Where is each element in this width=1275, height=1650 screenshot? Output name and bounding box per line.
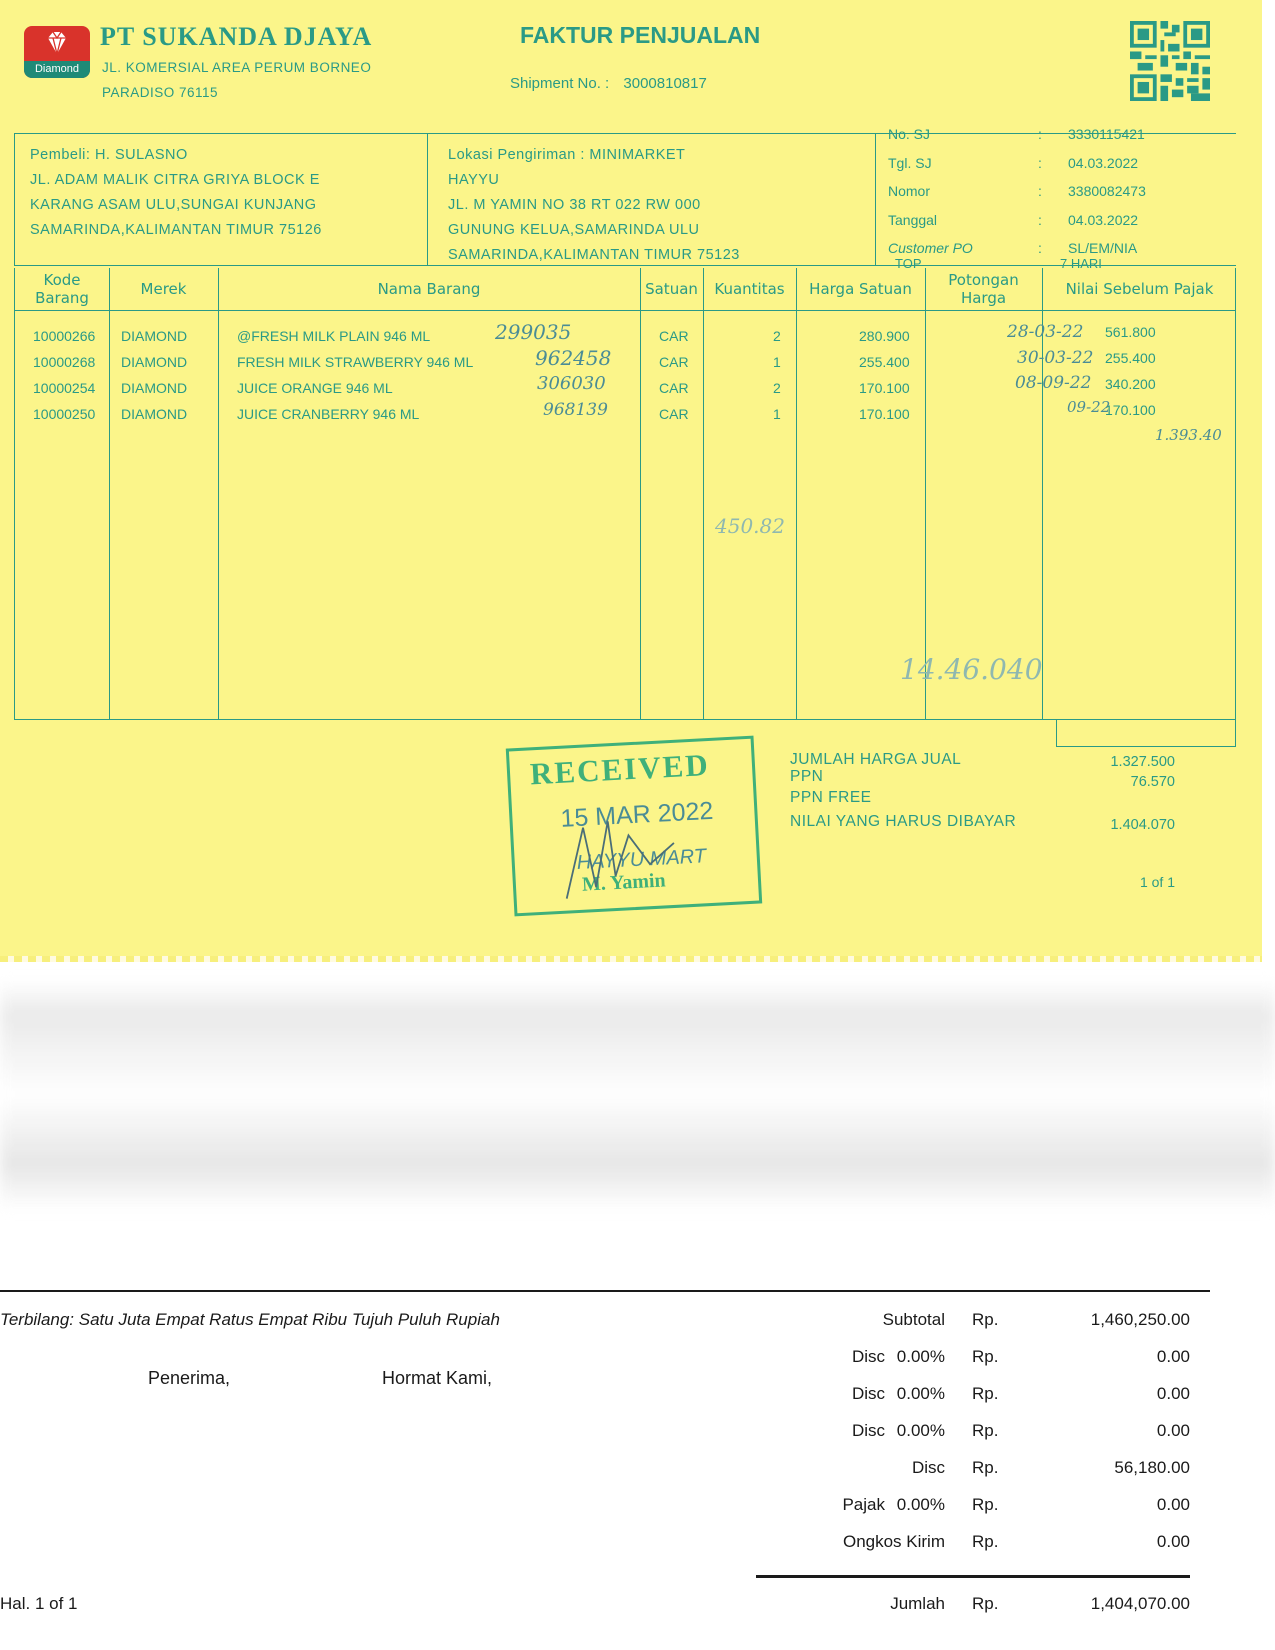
meta-key: Tgl. SJ <box>888 154 932 171</box>
item-qty: 1 <box>773 354 781 370</box>
torn-edge <box>0 956 1262 962</box>
currency: Rp. <box>972 1458 999 1477</box>
currency: Rp. <box>972 1310 999 1329</box>
item-nilai: 340.200 <box>1105 376 1156 392</box>
summary-label: Ongkos Kirim <box>842 1532 945 1551</box>
summary-label: Disc <box>851 1421 885 1440</box>
meta-key: No. SJ <box>888 126 931 142</box>
stamp-store: HAYYU MART <box>576 845 707 875</box>
summary-amount: 0.00 <box>1156 1384 1190 1403</box>
stamp-title: RECEIVED <box>529 746 711 792</box>
item-nama: JUICE CRANBERRY 946 ML <box>237 406 420 422</box>
qr-code-icon <box>1130 18 1210 104</box>
meta-row: Customer PO : SL/EM/NIA <box>888 234 1146 263</box>
blurred-area <box>0 980 1275 1210</box>
grand-total-label: Jumlah <box>890 1594 945 1613</box>
meta-row: Tgl. SJ : 04.03.2022 <box>888 149 1146 178</box>
buyer-address-2: KARANG ASAM ULU,SUNGAI KUNJANG <box>30 197 317 213</box>
item-nama: FRESH MILK STRAWBERRY 946 ML <box>237 354 474 370</box>
shipping-location-block <box>448 143 740 268</box>
currency: Rp. <box>972 1594 999 1613</box>
item-kode: 10000268 <box>33 354 96 370</box>
item-nilai: 170.100 <box>1105 402 1156 418</box>
summary-amount: 56,180.00 <box>1114 1458 1190 1477</box>
item-kode: 10000254 <box>33 380 96 396</box>
item-nilai: 561.800 <box>1105 324 1156 340</box>
ppn-value: 76.570 <box>1130 774 1175 790</box>
item-harga: 170.100 <box>859 380 910 396</box>
currency: Rp. <box>972 1347 999 1366</box>
summary-amount: 0.00 <box>1156 1421 1190 1440</box>
stamp-date: 15 MAR 2022 <box>559 796 714 833</box>
meta-row: Tanggal : 04.03.2022 <box>888 206 1146 235</box>
summary-line <box>780 1384 1190 1408</box>
grand-total-amount: 1,404,070.00 <box>1090 1594 1190 1613</box>
ship-to-address-2: GUNUNG KELUA,SAMARINDA ULU <box>448 222 700 238</box>
summary-line <box>780 1532 1190 1556</box>
currency: Rp. <box>972 1421 999 1440</box>
col-kode-barang: Kode Barang <box>35 271 89 307</box>
meta-row: No. SJ : 3330115421 <box>888 120 1146 149</box>
currency: Rp. <box>972 1495 999 1514</box>
sender-label: Hormat Kami, <box>382 1368 493 1388</box>
summary-line <box>780 1458 1190 1482</box>
total-label: PPN FREE <box>790 789 872 806</box>
item-merek: DIAMOND <box>121 354 188 370</box>
summary-pct: 0.00% <box>896 1384 945 1403</box>
handwritten-note: 299035 <box>495 320 572 344</box>
grand-total-line <box>780 1594 1190 1618</box>
item-merek: DIAMOND <box>121 406 188 422</box>
meta-key: Customer PO <box>888 240 973 256</box>
summary-line <box>780 1421 1190 1445</box>
summary-label: Subtotal <box>882 1310 945 1329</box>
summary-pct: 0.00% <box>896 1347 945 1366</box>
item-harga: 280.900 <box>859 328 910 344</box>
table-row <box>15 402 1235 432</box>
summary-pct: 0.00% <box>896 1421 945 1440</box>
summary-amount: 0.00 <box>1156 1495 1190 1514</box>
totals-values <box>1050 752 1175 792</box>
currency: Rp. <box>972 1384 999 1403</box>
summary-line <box>780 1310 1190 1334</box>
meta-key: Nomor <box>888 183 931 199</box>
item-qty: 2 <box>773 380 781 396</box>
company-logo <box>24 26 90 78</box>
document-meta <box>888 120 1146 263</box>
summary-line <box>780 1347 1190 1371</box>
item-harga: 255.400 <box>859 354 910 370</box>
item-satuan: CAR <box>659 328 689 344</box>
buyer-block <box>30 143 322 243</box>
summary-label: Pajak <box>842 1495 885 1514</box>
ship-to-name: HAYYU <box>448 172 500 188</box>
handwritten-mid-note: 450.82 <box>715 514 785 538</box>
currency: Rp. <box>972 1532 999 1551</box>
handwritten-date: 30-03-22 <box>1017 348 1094 368</box>
ship-to-address-3: SAMARINDA,KALIMANTAN TIMUR 75123 <box>448 247 740 263</box>
shipment-number <box>510 75 707 92</box>
summary-pct: 0.00% <box>896 1495 945 1514</box>
col-nilai-sebelum-pajak: Nilai Sebelum Pajak <box>1065 280 1214 298</box>
handwritten-note: 962458 <box>535 346 612 370</box>
item-nama: @FRESH MILK PLAIN 946 ML <box>237 328 431 344</box>
pay-label: NILAI YANG HARUS DIBAYAR <box>790 813 1017 830</box>
items-table <box>14 268 1236 720</box>
company-address-line1: JL. KOMERSIAL AREA PERUM BORNEO <box>102 60 372 75</box>
col-merek: Merek <box>140 280 187 298</box>
handwritten-margin-total: 1.393.40 <box>1155 426 1222 444</box>
buyer-name: Pembeli: H. SULASNO <box>30 147 188 163</box>
info-divider-2 <box>875 134 876 265</box>
item-merek: DIAMOND <box>121 328 188 344</box>
col-harga-satuan: Harga Satuan <box>809 280 912 298</box>
top-value: 7 HARI <box>1060 256 1102 271</box>
item-satuan: CAR <box>659 354 689 370</box>
shipment-value: 3000810817 <box>623 75 707 92</box>
summary-amount: 0.00 <box>1156 1532 1190 1551</box>
meta-value: SL/EM/NIA <box>1068 240 1138 256</box>
col-kuantitas: Kuantitas <box>714 280 785 298</box>
item-satuan: CAR <box>659 406 689 422</box>
total-rule <box>756 1575 1190 1578</box>
received-stamp <box>506 736 762 917</box>
sum-box <box>1056 720 1236 747</box>
handwritten-note: 968139 <box>543 400 608 420</box>
summary-label: Disc <box>851 1347 885 1366</box>
summary-amount: 0.00 <box>1156 1347 1190 1366</box>
handwritten-date: 09-22 <box>1067 398 1111 416</box>
item-nilai: 255.400 <box>1105 350 1156 366</box>
meta-value: 04.03.2022 <box>1068 211 1139 228</box>
meta-key: Tanggal <box>888 211 938 228</box>
item-qty: 1 <box>773 406 781 422</box>
pay-value: 1.404.070 <box>1110 817 1175 833</box>
total-label: PPN <box>790 768 824 785</box>
item-merek: DIAMOND <box>121 380 188 396</box>
item-qty: 2 <box>773 328 781 344</box>
top-rule <box>0 1290 1210 1292</box>
meta-value: 3380082473 <box>1068 183 1146 199</box>
ship-to-address-1: JL. M YAMIN NO 38 RT 022 RW 000 <box>448 197 701 213</box>
meta-value: 04.03.2022 <box>1068 154 1139 171</box>
shipment-label: Shipment No. : <box>510 75 610 92</box>
summary-label: Disc <box>851 1384 885 1403</box>
col-potongan-harga: Potongan Harga <box>948 271 1019 307</box>
item-satuan: CAR <box>659 380 689 396</box>
page-number: 1 of 1 <box>1139 874 1175 890</box>
company-address-line2: PARADISO 76115 <box>102 85 219 100</box>
buyer-address-1: JL. ADAM MALIK CITRA GRIYA BLOCK E <box>30 172 320 188</box>
item-harga: 170.100 <box>859 406 910 422</box>
summary-amount: 1,460,250.00 <box>1090 1310 1190 1329</box>
item-kode: 10000266 <box>33 328 96 344</box>
meta-row: Nomor : 3380082473 <box>888 177 1146 206</box>
handwritten-bottom-total: 14.46.040 <box>900 653 1043 686</box>
amount-in-words: Terbilang: Satu Juta Empat Ratus Empat Ribu Tujuh Puluh Rupiah <box>0 1310 500 1329</box>
total-label: JUMLAH HARGA JUAL <box>790 751 962 768</box>
meta-value: 3330115421 <box>1068 126 1145 142</box>
company-name: PT SUKANDA DJAYA <box>100 22 373 51</box>
col-nama-barang: Nama Barang <box>377 280 481 298</box>
logo-brand: Diamond <box>24 61 90 78</box>
diamond-icon <box>44 30 70 56</box>
summary-line <box>780 1495 1190 1519</box>
stamp-name: M. Yamin <box>581 869 667 896</box>
item-kode: 10000250 <box>33 406 96 422</box>
handwritten-date: 08-09-22 <box>1015 373 1092 393</box>
jumlah-harga-jual: 1.327.500 <box>1110 754 1175 770</box>
recipient-label: Penerima, <box>148 1368 231 1388</box>
handwritten-date: 28-03-22 <box>1007 322 1084 342</box>
ship-to-label: Lokasi Pengiriman : MINIMARKET <box>448 147 686 163</box>
info-divider-1 <box>427 134 428 265</box>
document-title: FAKTUR PENJUALAN <box>520 22 761 48</box>
summary-label: Disc <box>911 1458 945 1477</box>
totals-labels <box>790 748 1016 834</box>
col-satuan: Satuan <box>645 280 698 298</box>
handwritten-note: 306030 <box>537 373 606 394</box>
item-nama: JUICE ORANGE 946 ML <box>237 380 393 396</box>
signature-scribble <box>552 802 687 909</box>
top-label: TOP <box>895 256 922 271</box>
buyer-address-3: SAMARINDA,KALIMANTAN TIMUR 75126 <box>30 222 322 238</box>
page-indicator: Hal. 1 of 1 <box>0 1594 78 1613</box>
